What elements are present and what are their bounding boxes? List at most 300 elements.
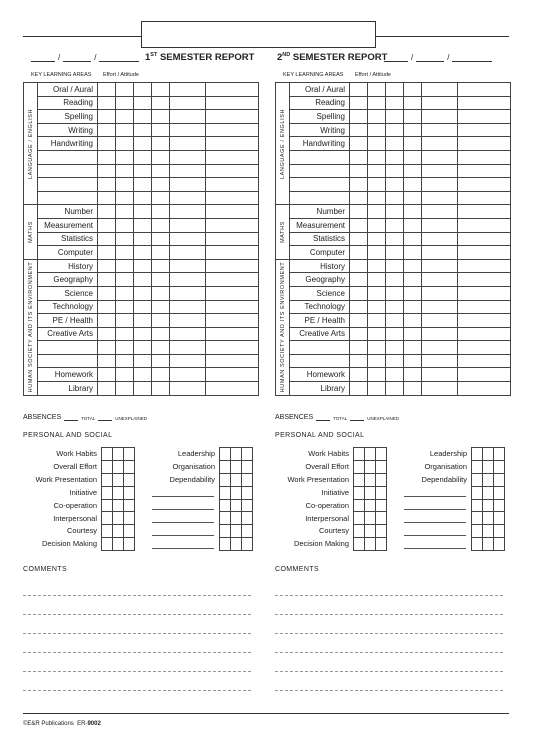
rating-box[interactable]: [472, 512, 483, 525]
rating-box[interactable]: [376, 460, 387, 473]
grade-cell[interactable]: [206, 137, 259, 151]
rating-box[interactable]: [113, 460, 124, 473]
effort-cell[interactable]: [368, 354, 386, 368]
effort-cell[interactable]: [116, 327, 134, 341]
effort-cell[interactable]: [404, 382, 422, 396]
effort-cell[interactable]: [368, 382, 386, 396]
extra-trait-line[interactable]: [404, 509, 466, 510]
effort-cell[interactable]: [386, 300, 404, 314]
grade-cell[interactable]: [206, 300, 259, 314]
effort-cell[interactable]: [404, 218, 422, 232]
rating-box[interactable]: [354, 486, 365, 499]
effort-cell[interactable]: [134, 83, 152, 97]
rating-box[interactable]: [242, 512, 253, 525]
effort-cell[interactable]: [386, 83, 404, 97]
rating-box[interactable]: [376, 486, 387, 499]
grade-cell[interactable]: [206, 218, 259, 232]
total-field[interactable]: [64, 414, 78, 421]
rating-box[interactable]: [494, 460, 505, 473]
extra-trait-line[interactable]: [404, 535, 466, 536]
effort-cell[interactable]: [152, 164, 170, 178]
effort-cell[interactable]: [386, 205, 404, 219]
rating-box[interactable]: [102, 486, 113, 499]
grade-cell[interactable]: [170, 150, 206, 164]
grade-cell[interactable]: [422, 232, 458, 246]
rating-box[interactable]: [354, 499, 365, 512]
effort-cell[interactable]: [404, 178, 422, 192]
effort-cell[interactable]: [134, 137, 152, 151]
grade-cell[interactable]: [170, 164, 206, 178]
extra-trait-line[interactable]: [404, 496, 466, 497]
effort-cell[interactable]: [404, 191, 422, 205]
rating-box[interactable]: [376, 499, 387, 512]
grade-cell[interactable]: [206, 178, 259, 192]
rating-box[interactable]: [124, 512, 135, 525]
effort-cell[interactable]: [98, 273, 116, 287]
effort-cell[interactable]: [350, 96, 368, 110]
grade-cell[interactable]: [170, 110, 206, 124]
rating-box[interactable]: [354, 525, 365, 538]
grade-cell[interactable]: [458, 314, 511, 328]
effort-cell[interactable]: [152, 368, 170, 382]
effort-cell[interactable]: [134, 205, 152, 219]
effort-cell[interactable]: [386, 123, 404, 137]
grade-cell[interactable]: [170, 191, 206, 205]
grade-cell[interactable]: [170, 178, 206, 192]
grade-cell[interactable]: [422, 354, 458, 368]
effort-cell[interactable]: [152, 205, 170, 219]
comment-line[interactable]: [275, 652, 503, 653]
effort-cell[interactable]: [134, 382, 152, 396]
rating-box[interactable]: [102, 512, 113, 525]
effort-cell[interactable]: [152, 191, 170, 205]
rating-box[interactable]: [242, 538, 253, 551]
effort-cell[interactable]: [368, 137, 386, 151]
rating-box[interactable]: [472, 525, 483, 538]
effort-cell[interactable]: [350, 232, 368, 246]
comment-line[interactable]: [23, 671, 251, 672]
rating-box[interactable]: [494, 499, 505, 512]
effort-cell[interactable]: [98, 246, 116, 260]
rating-box[interactable]: [483, 499, 494, 512]
rating-box[interactable]: [231, 460, 242, 473]
effort-cell[interactable]: [152, 178, 170, 192]
effort-cell[interactable]: [152, 218, 170, 232]
comment-line[interactable]: [275, 595, 503, 596]
rating-box[interactable]: [102, 525, 113, 538]
effort-cell[interactable]: [386, 382, 404, 396]
grade-cell[interactable]: [206, 286, 259, 300]
rating-box[interactable]: [365, 473, 376, 486]
effort-cell[interactable]: [134, 218, 152, 232]
rating-box[interactable]: [113, 512, 124, 525]
effort-cell[interactable]: [350, 123, 368, 137]
effort-cell[interactable]: [386, 164, 404, 178]
rating-box[interactable]: [494, 525, 505, 538]
effort-cell[interactable]: [152, 286, 170, 300]
rating-box[interactable]: [483, 460, 494, 473]
effort-cell[interactable]: [404, 368, 422, 382]
grade-cell[interactable]: [170, 273, 206, 287]
effort-cell[interactable]: [368, 96, 386, 110]
rating-box[interactable]: [113, 448, 124, 461]
effort-cell[interactable]: [386, 273, 404, 287]
effort-cell[interactable]: [368, 83, 386, 97]
grade-cell[interactable]: [422, 83, 458, 97]
grade-cell[interactable]: [458, 354, 511, 368]
effort-cell[interactable]: [134, 314, 152, 328]
effort-cell[interactable]: [98, 259, 116, 273]
effort-cell[interactable]: [152, 314, 170, 328]
rating-box[interactable]: [354, 512, 365, 525]
grade-cell[interactable]: [458, 300, 511, 314]
rating-box[interactable]: [494, 538, 505, 551]
rating-box[interactable]: [376, 538, 387, 551]
grade-cell[interactable]: [206, 368, 259, 382]
effort-cell[interactable]: [404, 354, 422, 368]
effort-cell[interactable]: [116, 110, 134, 124]
rating-box[interactable]: [354, 448, 365, 461]
rating-box[interactable]: [113, 473, 124, 486]
effort-cell[interactable]: [386, 191, 404, 205]
grade-cell[interactable]: [422, 150, 458, 164]
effort-cell[interactable]: [98, 327, 116, 341]
effort-cell[interactable]: [116, 382, 134, 396]
grade-cell[interactable]: [422, 191, 458, 205]
effort-cell[interactable]: [98, 341, 116, 355]
effort-cell[interactable]: [98, 232, 116, 246]
grade-cell[interactable]: [206, 273, 259, 287]
rating-box[interactable]: [242, 448, 253, 461]
comment-line[interactable]: [23, 690, 251, 691]
rating-box[interactable]: [220, 538, 231, 551]
comment-line[interactable]: [23, 614, 251, 615]
extra-trait-line[interactable]: [152, 535, 214, 536]
effort-cell[interactable]: [386, 259, 404, 273]
effort-cell[interactable]: [116, 150, 134, 164]
effort-cell[interactable]: [386, 246, 404, 260]
effort-cell[interactable]: [98, 96, 116, 110]
rating-box[interactable]: [354, 460, 365, 473]
effort-cell[interactable]: [116, 300, 134, 314]
grade-cell[interactable]: [422, 218, 458, 232]
effort-cell[interactable]: [404, 123, 422, 137]
rating-box[interactable]: [376, 512, 387, 525]
effort-cell[interactable]: [404, 246, 422, 260]
effort-cell[interactable]: [152, 96, 170, 110]
grade-cell[interactable]: [458, 246, 511, 260]
grade-cell[interactable]: [206, 314, 259, 328]
grade-cell[interactable]: [170, 382, 206, 396]
effort-cell[interactable]: [386, 368, 404, 382]
rating-box[interactable]: [220, 460, 231, 473]
rating-box[interactable]: [220, 473, 231, 486]
rating-box[interactable]: [231, 538, 242, 551]
effort-cell[interactable]: [350, 218, 368, 232]
grade-cell[interactable]: [170, 368, 206, 382]
effort-cell[interactable]: [386, 286, 404, 300]
comment-line[interactable]: [275, 690, 503, 691]
rating-box[interactable]: [494, 512, 505, 525]
rating-box[interactable]: [242, 486, 253, 499]
rating-box[interactable]: [376, 448, 387, 461]
effort-cell[interactable]: [404, 259, 422, 273]
grade-cell[interactable]: [422, 96, 458, 110]
date-field[interactable]: [31, 52, 139, 62]
rating-box[interactable]: [124, 448, 135, 461]
effort-cell[interactable]: [386, 354, 404, 368]
grade-cell[interactable]: [170, 232, 206, 246]
effort-cell[interactable]: [368, 123, 386, 137]
effort-cell[interactable]: [98, 137, 116, 151]
rating-box[interactable]: [472, 473, 483, 486]
effort-cell[interactable]: [350, 273, 368, 287]
effort-cell[interactable]: [98, 382, 116, 396]
effort-cell[interactable]: [386, 218, 404, 232]
comment-line[interactable]: [275, 614, 503, 615]
effort-cell[interactable]: [368, 368, 386, 382]
grade-cell[interactable]: [458, 205, 511, 219]
rating-box[interactable]: [242, 460, 253, 473]
rating-box[interactable]: [231, 499, 242, 512]
effort-cell[interactable]: [368, 341, 386, 355]
rating-box[interactable]: [494, 473, 505, 486]
grade-cell[interactable]: [422, 286, 458, 300]
effort-cell[interactable]: [404, 96, 422, 110]
effort-cell[interactable]: [404, 341, 422, 355]
effort-cell[interactable]: [134, 246, 152, 260]
effort-cell[interactable]: [98, 178, 116, 192]
effort-cell[interactable]: [98, 123, 116, 137]
grade-cell[interactable]: [422, 368, 458, 382]
student-name-box[interactable]: [141, 21, 376, 48]
unexplained-field[interactable]: [98, 414, 112, 421]
rating-box[interactable]: [494, 486, 505, 499]
effort-cell[interactable]: [134, 327, 152, 341]
effort-cell[interactable]: [368, 164, 386, 178]
rating-box[interactable]: [483, 473, 494, 486]
rating-box[interactable]: [242, 525, 253, 538]
effort-cell[interactable]: [368, 300, 386, 314]
grade-cell[interactable]: [458, 178, 511, 192]
grade-cell[interactable]: [206, 354, 259, 368]
grade-cell[interactable]: [170, 83, 206, 97]
rating-box[interactable]: [124, 499, 135, 512]
rating-box[interactable]: [365, 525, 376, 538]
effort-cell[interactable]: [404, 137, 422, 151]
grade-cell[interactable]: [458, 286, 511, 300]
effort-cell[interactable]: [386, 96, 404, 110]
rating-box[interactable]: [220, 512, 231, 525]
grade-cell[interactable]: [458, 83, 511, 97]
comment-line[interactable]: [275, 671, 503, 672]
grade-cell[interactable]: [458, 191, 511, 205]
grade-cell[interactable]: [458, 273, 511, 287]
grade-cell[interactable]: [422, 110, 458, 124]
effort-cell[interactable]: [404, 286, 422, 300]
effort-cell[interactable]: [98, 110, 116, 124]
effort-cell[interactable]: [152, 354, 170, 368]
effort-cell[interactable]: [116, 123, 134, 137]
effort-cell[interactable]: [152, 137, 170, 151]
grade-cell[interactable]: [170, 314, 206, 328]
effort-cell[interactable]: [134, 368, 152, 382]
grade-cell[interactable]: [206, 341, 259, 355]
effort-cell[interactable]: [116, 178, 134, 192]
effort-cell[interactable]: [98, 150, 116, 164]
effort-cell[interactable]: [116, 164, 134, 178]
effort-cell[interactable]: [116, 137, 134, 151]
effort-cell[interactable]: [386, 341, 404, 355]
grade-cell[interactable]: [422, 273, 458, 287]
effort-cell[interactable]: [404, 83, 422, 97]
rating-box[interactable]: [124, 525, 135, 538]
rating-box[interactable]: [483, 486, 494, 499]
effort-cell[interactable]: [368, 259, 386, 273]
effort-cell[interactable]: [368, 246, 386, 260]
effort-cell[interactable]: [134, 232, 152, 246]
effort-cell[interactable]: [134, 300, 152, 314]
effort-cell[interactable]: [98, 218, 116, 232]
effort-cell[interactable]: [404, 205, 422, 219]
grade-cell[interactable]: [170, 259, 206, 273]
rating-box[interactable]: [472, 448, 483, 461]
effort-cell[interactable]: [152, 327, 170, 341]
rating-box[interactable]: [354, 538, 365, 551]
effort-cell[interactable]: [350, 286, 368, 300]
grade-cell[interactable]: [206, 123, 259, 137]
grade-cell[interactable]: [206, 191, 259, 205]
rating-box[interactable]: [472, 486, 483, 499]
effort-cell[interactable]: [368, 218, 386, 232]
effort-cell[interactable]: [404, 273, 422, 287]
effort-cell[interactable]: [134, 123, 152, 137]
effort-cell[interactable]: [404, 232, 422, 246]
grade-cell[interactable]: [458, 164, 511, 178]
effort-cell[interactable]: [386, 314, 404, 328]
rating-box[interactable]: [102, 473, 113, 486]
rating-box[interactable]: [472, 538, 483, 551]
grade-cell[interactable]: [422, 137, 458, 151]
extra-trait-line[interactable]: [404, 548, 466, 549]
grade-cell[interactable]: [458, 259, 511, 273]
rating-box[interactable]: [113, 525, 124, 538]
comment-line[interactable]: [23, 652, 251, 653]
effort-cell[interactable]: [98, 314, 116, 328]
effort-cell[interactable]: [350, 341, 368, 355]
grade-cell[interactable]: [206, 382, 259, 396]
rating-box[interactable]: [365, 499, 376, 512]
comment-line[interactable]: [275, 633, 503, 634]
effort-cell[interactable]: [386, 137, 404, 151]
rating-box[interactable]: [124, 486, 135, 499]
rating-box[interactable]: [124, 538, 135, 551]
effort-cell[interactable]: [350, 83, 368, 97]
effort-cell[interactable]: [368, 273, 386, 287]
grade-cell[interactable]: [206, 164, 259, 178]
extra-trait-line[interactable]: [404, 522, 466, 523]
rating-box[interactable]: [365, 448, 376, 461]
rating-box[interactable]: [124, 460, 135, 473]
effort-cell[interactable]: [152, 259, 170, 273]
effort-cell[interactable]: [116, 259, 134, 273]
effort-cell[interactable]: [116, 354, 134, 368]
effort-cell[interactable]: [404, 110, 422, 124]
grade-cell[interactable]: [458, 218, 511, 232]
grade-cell[interactable]: [170, 123, 206, 137]
effort-cell[interactable]: [386, 232, 404, 246]
grade-cell[interactable]: [422, 164, 458, 178]
rating-box[interactable]: [113, 486, 124, 499]
effort-cell[interactable]: [152, 382, 170, 396]
effort-cell[interactable]: [152, 123, 170, 137]
grade-cell[interactable]: [170, 96, 206, 110]
rating-box[interactable]: [376, 473, 387, 486]
effort-cell[interactable]: [116, 286, 134, 300]
effort-cell[interactable]: [404, 314, 422, 328]
effort-cell[interactable]: [152, 341, 170, 355]
effort-cell[interactable]: [98, 354, 116, 368]
rating-box[interactable]: [365, 486, 376, 499]
effort-cell[interactable]: [152, 150, 170, 164]
rating-box[interactable]: [483, 448, 494, 461]
grade-cell[interactable]: [206, 150, 259, 164]
grade-cell[interactable]: [170, 137, 206, 151]
rating-box[interactable]: [365, 460, 376, 473]
grade-cell[interactable]: [458, 327, 511, 341]
effort-cell[interactable]: [152, 246, 170, 260]
effort-cell[interactable]: [152, 273, 170, 287]
effort-cell[interactable]: [350, 259, 368, 273]
effort-cell[interactable]: [386, 110, 404, 124]
grade-cell[interactable]: [422, 314, 458, 328]
effort-cell[interactable]: [386, 327, 404, 341]
date-field[interactable]: [384, 52, 492, 62]
grade-cell[interactable]: [170, 327, 206, 341]
grade-cell[interactable]: [458, 123, 511, 137]
effort-cell[interactable]: [350, 110, 368, 124]
effort-cell[interactable]: [350, 327, 368, 341]
rating-box[interactable]: [124, 473, 135, 486]
effort-cell[interactable]: [350, 368, 368, 382]
extra-trait-line[interactable]: [152, 496, 214, 497]
extra-trait-line[interactable]: [152, 522, 214, 523]
grade-cell[interactable]: [170, 205, 206, 219]
effort-cell[interactable]: [116, 341, 134, 355]
effort-cell[interactable]: [98, 164, 116, 178]
grade-cell[interactable]: [206, 259, 259, 273]
effort-cell[interactable]: [98, 205, 116, 219]
rating-box[interactable]: [231, 525, 242, 538]
grade-cell[interactable]: [206, 83, 259, 97]
effort-cell[interactable]: [368, 205, 386, 219]
grade-cell[interactable]: [206, 110, 259, 124]
rating-box[interactable]: [220, 448, 231, 461]
effort-cell[interactable]: [134, 259, 152, 273]
rating-box[interactable]: [220, 525, 231, 538]
effort-cell[interactable]: [350, 137, 368, 151]
effort-cell[interactable]: [152, 83, 170, 97]
effort-cell[interactable]: [368, 232, 386, 246]
effort-cell[interactable]: [134, 286, 152, 300]
grade-cell[interactable]: [422, 341, 458, 355]
grade-cell[interactable]: [206, 96, 259, 110]
effort-cell[interactable]: [350, 354, 368, 368]
grade-cell[interactable]: [206, 246, 259, 260]
effort-cell[interactable]: [134, 273, 152, 287]
grade-cell[interactable]: [458, 341, 511, 355]
effort-cell[interactable]: [116, 191, 134, 205]
